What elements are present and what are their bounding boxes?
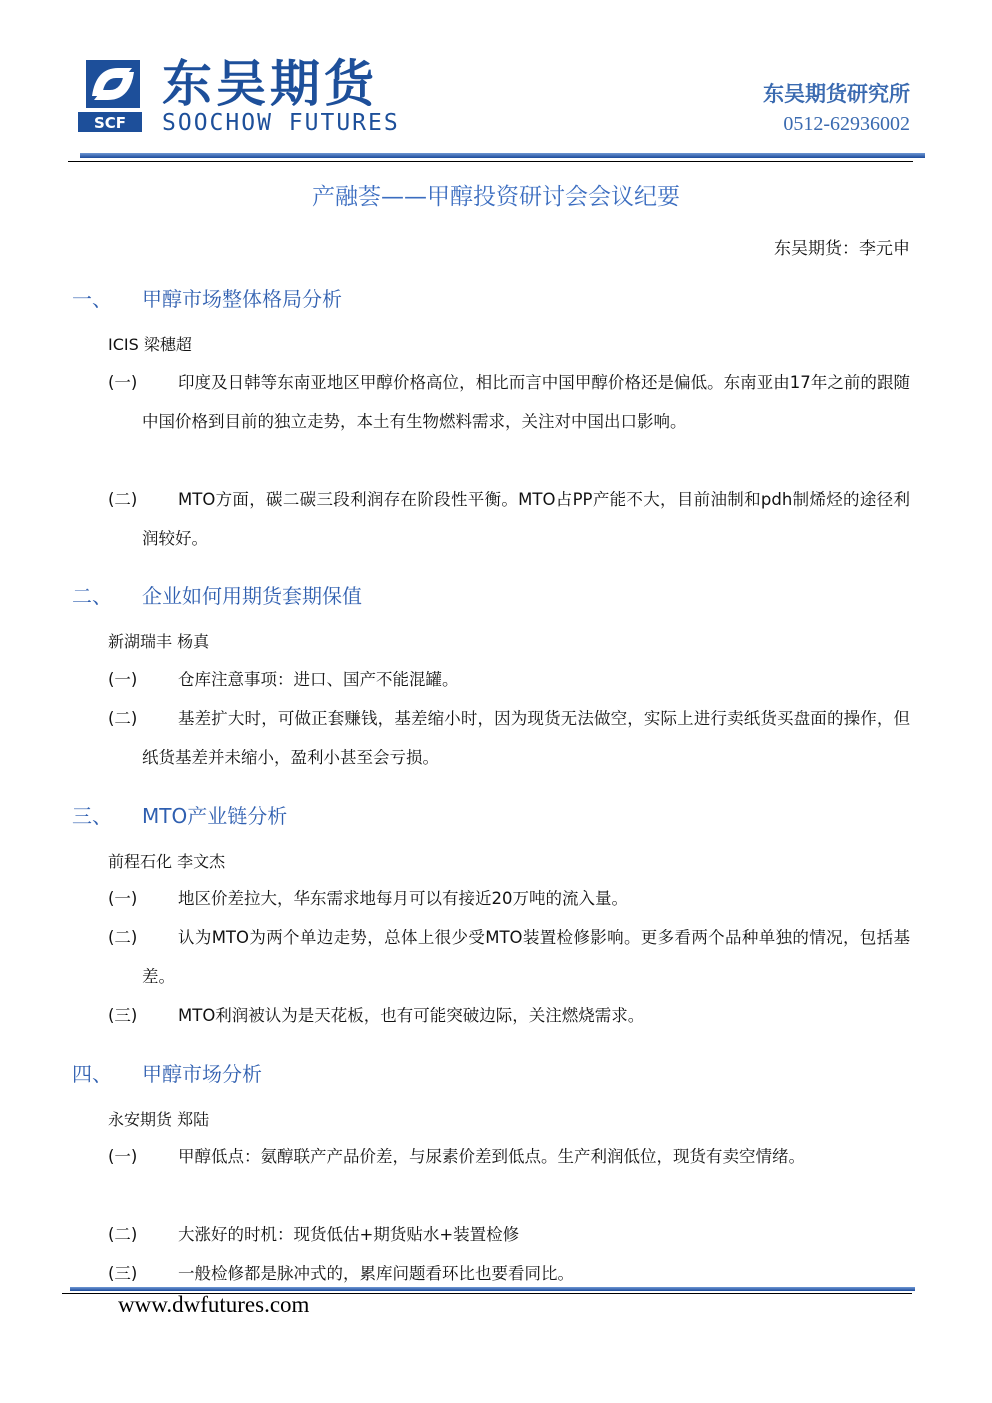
item-text: 印度及日韩等东南亚地区甲醇价格高位，相比而言中国甲醇价格还是偏低。东南亚由17年之前的跟随中国价格到目前的独立走势，本土有生物燃料需求，关注对中国出口影响。 (142, 373, 910, 431)
item-label: (三) (108, 1006, 138, 1025)
speaker: 前程石化 李文杰 (108, 852, 226, 871)
section-title: MTO产业链分析 (142, 804, 288, 828)
list-item (108, 1137, 910, 1176)
section-heading (72, 283, 342, 312)
section-number: 四、 (72, 1062, 112, 1086)
institute-phone: 0512-62936002 (783, 113, 910, 135)
list-item (108, 918, 910, 996)
item-text: 地区价差拉大，华东需求地每月可以有接近20万吨的流入量。 (178, 889, 628, 908)
item-label: (二) (108, 928, 138, 947)
list-item (108, 660, 910, 699)
item-text: 仓库注意事项：进口、国产不能混罐。 (178, 670, 459, 689)
section-title: 甲醇市场整体格局分析 (142, 287, 342, 311)
item-text: 认为MTO为两个单边走势，总体上很少受MTO装置检修影响。更多看两个品种单独的情况，包括基差。 (142, 928, 910, 986)
author-line: 东吴期货：李元申 (774, 239, 910, 259)
header-rule-thick (80, 153, 925, 158)
institute-name: 东吴期货研究所 (763, 82, 910, 106)
logo-chinese-name: 东吴期货 (162, 55, 378, 113)
item-text: 甲醇低点：氨醇联产产品价差，与尿素价差到低点。生产利润低位，现货有卖空情绪。 (178, 1147, 805, 1166)
section-number: 二、 (72, 584, 112, 608)
item-text: 一般检修都是脉冲式的，累库问题看环比也要看同比。 (178, 1264, 574, 1283)
item-label: (一) (108, 889, 138, 908)
scf-logo-icon (78, 56, 142, 134)
item-label: (二) (108, 709, 138, 728)
item-text: 基差扩大时，可做正套赚钱，基差缩小时，因为现货无法做空，实际上进行卖纸货买盘面的操作，但纸货基差并未缩小，盈利小甚至会亏损。 (142, 709, 910, 767)
item-label: (一) (108, 373, 138, 392)
section-number: 三、 (72, 804, 112, 828)
item-label: (三) (108, 1264, 138, 1283)
item-label: (二) (108, 1225, 138, 1244)
speaker: 永安期货 郑陆 (108, 1110, 210, 1129)
section-heading (72, 1058, 262, 1087)
item-label: (一) (108, 1147, 138, 1166)
list-item (108, 879, 910, 918)
section-title: 甲醇市场分析 (142, 1062, 262, 1086)
section-heading (72, 800, 287, 829)
section-number: 一、 (72, 287, 112, 311)
speaker: ICIS 梁穗超 (108, 335, 192, 354)
footer-rule-thick (70, 1287, 915, 1291)
item-text: 大涨好的时机：现货低估+期货贴水+装置检修 (178, 1225, 520, 1244)
document-title: 产融荟——甲醇投资研讨会会议纪要 (312, 184, 680, 210)
list-item (108, 1215, 910, 1254)
section-title: 企业如何用期货套期保值 (142, 584, 362, 608)
list-item (108, 996, 910, 1035)
item-text: MTO利润被认为是天花板，也有可能突破边际，关注燃烧需求。 (178, 1006, 645, 1025)
header-rule-thin (68, 161, 913, 162)
company-logo (78, 56, 418, 136)
list-item (108, 363, 910, 441)
speaker: 新湖瑞丰 杨真 (108, 632, 210, 651)
list-item (108, 699, 910, 777)
footer-website-link[interactable]: www.dwfutures.com (118, 1292, 310, 1317)
item-text: MTO方面，碳二碳三段利润存在阶段性平衡。MTO占PP产能不大，目前油制和pdh制烯烃的途径利润较好。 (142, 490, 910, 548)
item-label: (一) (108, 670, 138, 689)
item-label: (二) (108, 490, 138, 509)
logo-abbr: SCF (93, 114, 127, 132)
list-item (108, 480, 910, 558)
logo-english-name: SOOCHOW FUTURES (162, 110, 400, 136)
section-heading (72, 580, 362, 609)
